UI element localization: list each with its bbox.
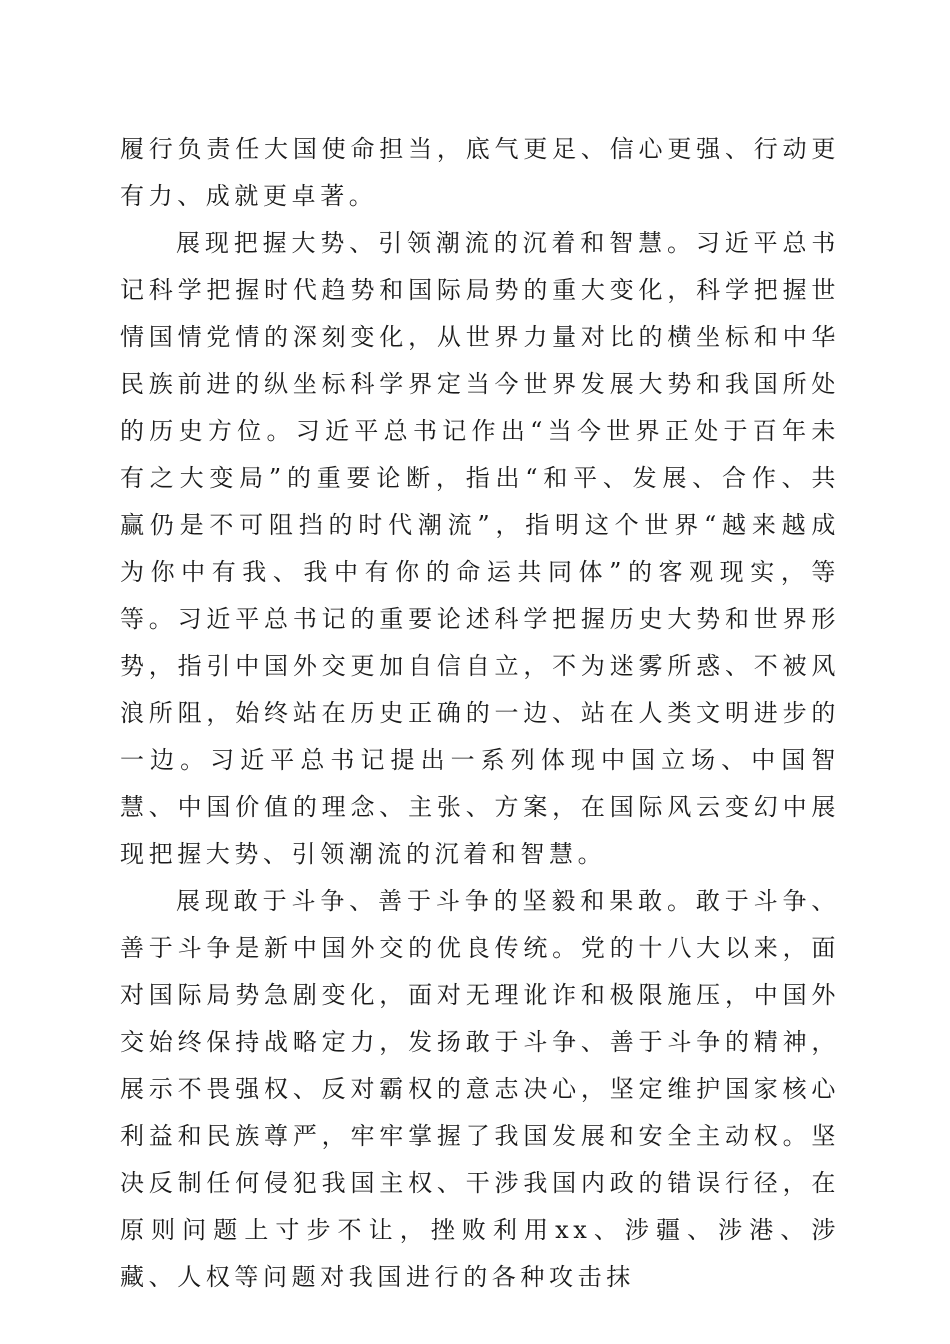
paragraph-trend-and-wisdom: 展现把握大势、引领潮流的沉着和智慧。习近平总书记科学把握时代趋势和国际局势的重大变化，科学把握世情国情党情的深刻变化，从世界力量对比的横坐标和中华民族前进的纵坐标科学界定当今世界发展大势和我国所处的历史方位。习近平总书记作出“当今世界正处于百年未有之大变局”的重要论断，指出“和平、发展、合作、共赢仍是不可阻挡的时代潮流”，指明这个世界“越来越成为你中有我、我中有你的命运共同体”的客观现实，等等。习近平总书记的重要论述科学把握历史大势和世界形势，指引中国外交更加自信自立，不为迷雾所惑、不被风浪所阻，始终站在历史正确的一边、站在人类文明进步的一边。习近平总书记提出一系列体现中国立场、中国智慧、中国价值的理念、主张、方案，在国际风云变幻中展现把握大势、引领潮流的沉着和智慧。 — [120, 229, 840, 868]
document-body — [120, 126, 840, 1301]
paragraph-continuation: 履行负责任大国使命担当，底气更足、信心更强、行动更有力、成就更卓著。 — [120, 135, 840, 210]
paragraph-struggle-and-resolve: 展现敢于斗争、善于斗争的坚毅和果敢。敢于斗争、善于斗争是新中国外交的优良传统。党的十八大以来，面对国际局势急剧变化，面对无理讹诈和极限施压，中国外交始终保持战略定力，发扬敢于斗争、善于斗争的精神，展示不畏强权、反对霸权的意志决心，坚定维护国家核心利益和民族尊严，牢牢掌握了我国发展和安全主动权。坚决反制任何侵犯我国主权、干涉我国内政的错误行径，在原则问题上寸步不让，挫败利用xx、涉疆、涉港、涉藏、人权等问题对我国进行的各种攻击抹 — [120, 887, 840, 1291]
